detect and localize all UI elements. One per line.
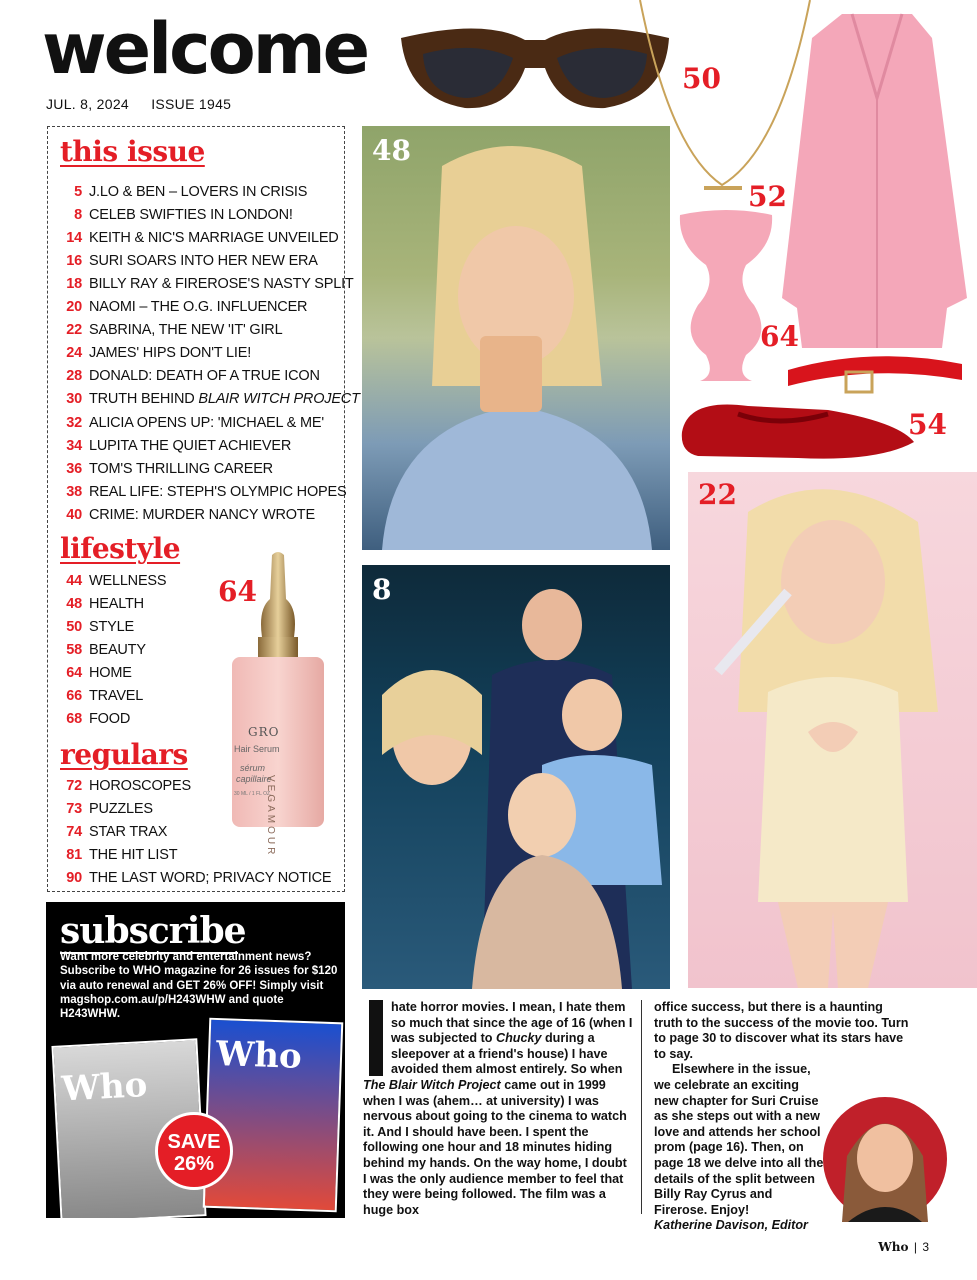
contents-title: PUZZLES xyxy=(89,801,153,818)
contents-page-number: 20 xyxy=(66,299,82,316)
pink-vase-image xyxy=(676,205,776,385)
swift-photo-page-number: 8 xyxy=(372,573,392,606)
footer-page-number: 3 xyxy=(922,1240,929,1254)
contents-row xyxy=(48,368,338,384)
contents-title-italic: BLAIR WITCH PROJECT xyxy=(198,391,360,408)
contents-page-number: 48 xyxy=(66,596,82,613)
contents-page-number: 64 xyxy=(66,665,82,682)
contents-title: REAL LIFE: STEPH'S OLYMPIC HOPES xyxy=(89,483,347,500)
editorial-col1-a-italic: Chucky xyxy=(495,1031,542,1046)
contents-page-number: 14 xyxy=(66,230,82,247)
column-divider xyxy=(641,1000,642,1214)
kate-photo-page-number: 48 xyxy=(372,134,411,167)
contents-title: J.LO & BEN – LOVERS IN CRISIS xyxy=(89,184,308,200)
sabrina-photo-page-number: 22 xyxy=(698,478,737,511)
editorial-col1-b-italic: The Blair Witch Project xyxy=(363,1077,501,1092)
serum-line-3: capillaire xyxy=(236,774,272,784)
contents-page-number: 66 xyxy=(66,688,82,705)
contents-title: STYLE xyxy=(89,619,134,636)
contents-page-number: 58 xyxy=(66,642,82,659)
editor-portrait xyxy=(822,1096,948,1222)
contents-page-number: 32 xyxy=(66,414,82,431)
contents-page-number: 40 xyxy=(66,506,82,523)
contents-row xyxy=(48,345,338,361)
this-issue-heading: this issue xyxy=(60,135,205,168)
contents-title: SURI SOARS INTO HER NEW ERA xyxy=(89,253,318,270)
contents-title: NAOMI – THE O.G. INFLUENCER xyxy=(89,299,308,316)
contents-row xyxy=(48,230,338,246)
serum-size: 30 ML / 1 FL OZ. xyxy=(234,791,272,797)
save-badge-line-2: 26% xyxy=(173,1153,215,1175)
serum-bottle-image xyxy=(228,549,328,829)
contents-page-number: 81 xyxy=(66,847,82,864)
contents-title: HEALTH xyxy=(89,596,144,613)
contents-row xyxy=(48,391,360,408)
editorial-col1-b: during a sleepover at a friend's house) I have avoided them almost entirely. So when xyxy=(391,1031,623,1077)
contents-page-number: 36 xyxy=(66,460,82,477)
contents-row xyxy=(48,207,338,223)
contents-page-number: 74 xyxy=(66,824,82,841)
serum-line-1: Hair Serum xyxy=(234,744,280,754)
contents-title: TOM'S THRILLING CAREER xyxy=(89,460,273,477)
issue-meta xyxy=(46,96,249,112)
serum-line-2: sérum xyxy=(240,763,266,773)
contents-box xyxy=(47,126,360,892)
contents-page-number: 22 xyxy=(66,322,82,339)
editor-signature: Katherine Davison, Editor xyxy=(654,1218,808,1233)
regulars-heading: regulars xyxy=(60,738,188,771)
serum-page-number: 64 xyxy=(218,575,257,608)
contents-page-number: 24 xyxy=(66,345,82,362)
contents-page-number: 8 xyxy=(74,207,82,224)
contents-title: THE HIT LIST xyxy=(89,847,178,864)
issue-number: ISSUE 1945 xyxy=(151,96,232,112)
contents-row xyxy=(48,483,347,500)
contents-title: BILLY RAY & FIREROSE'S NASTY SPLIT xyxy=(89,276,354,293)
editorial-col1-a: hate horror movies. I mean, I hate them so much that since the age of 16 (when I was subjected to xyxy=(391,1000,633,1046)
contents-row xyxy=(48,253,338,269)
contents-page-number: 5 xyxy=(74,184,82,200)
belt-page-number: 54 xyxy=(908,408,947,441)
editorial-col2-para-1: office success, but there is a haunting truth to the success of the movie too. Turn to page 30 to discover what its stars have to say. xyxy=(654,1000,909,1061)
contents-row xyxy=(48,415,338,431)
contents-row xyxy=(48,438,338,454)
contents-row xyxy=(48,461,338,477)
contents-title: STAR TRAX xyxy=(89,824,168,841)
contents-page-number: 73 xyxy=(66,801,82,818)
contents-row xyxy=(48,322,338,338)
contents-title: KEITH & NIC'S MARRIAGE UNVEILED xyxy=(89,230,339,247)
page-footer: Who | 3 xyxy=(878,1240,929,1254)
contents-title: SABRINA, THE NEW 'IT' GIRL xyxy=(89,322,283,339)
contents-title: LUPITA THE QUIET ACHIEVER xyxy=(89,437,292,454)
serum-product-name: GRO xyxy=(248,725,280,739)
contents-row xyxy=(48,870,338,886)
pink-coat-image xyxy=(782,8,972,358)
subscribe-text: Want more celebrity and entertainment news? Subscribe to WHO magazine for 26 issues for $120 via auto renewal and GET 26% OFF! Simply visit magshop.com.au/p/H243WHW and quote H243WHW. xyxy=(60,951,338,1021)
contents-page-number: 44 xyxy=(66,573,82,589)
contents-title: TRUTH BEHIND xyxy=(89,391,199,408)
contents-title: FOOD xyxy=(89,711,131,728)
contents-row xyxy=(48,276,354,293)
kate-bosworth-photo xyxy=(362,126,670,550)
contents-title: HOROSCOPES xyxy=(89,778,191,794)
subscribe-heading: subscribe xyxy=(60,910,246,952)
contents-title: BEAUTY xyxy=(89,642,146,659)
red-flat-shoe-image xyxy=(678,392,918,464)
contents-page-number: 72 xyxy=(66,778,82,794)
contents-page-number: 50 xyxy=(66,619,82,636)
contents-title: TRAVEL xyxy=(89,688,144,705)
page-title: welcome xyxy=(42,8,368,90)
contents-title: JAMES' HIPS DON'T LIE! xyxy=(89,345,252,362)
sunglasses-page-number: 50 xyxy=(682,62,721,95)
contents-title: ALICIA OPENS UP: 'MICHAEL & ME' xyxy=(89,414,324,431)
contents-page-number: 68 xyxy=(66,711,82,728)
contents-page-number: 34 xyxy=(66,437,82,454)
editorial-col2-para-2: Elsewhere in the issue, we celebrate an exciting new chapter for Suri Cruise as she steps out with a new love and attends her school prom (page 16). Then, on page 18 we delve into all the details of the split between Billy Ray Cyrus and Firerose. Enjoy! xyxy=(654,1062,824,1217)
contents-page-number: 90 xyxy=(66,870,82,887)
lifestyle-heading: lifestyle xyxy=(60,532,181,565)
editorial-col1-c: came out in 1999 when I was (ahem… at university) I was nervous about going to the cinema to watch it. And I should have been. I spent the following one hour and 18 minutes hiding behind my hands. On the way home, I doubt I was the only audience member to feel that they were being followed. The film was a huge box xyxy=(363,1077,627,1217)
contents-title: HOME xyxy=(89,665,132,682)
issue-date: JUL. 8, 2024 xyxy=(46,96,129,112)
sabrina-carpenter-photo xyxy=(688,472,977,988)
save-badge xyxy=(155,1112,233,1190)
contents-page-number: 30 xyxy=(66,391,82,408)
serum-brand: VEGAMOUR xyxy=(265,775,276,858)
contents-row xyxy=(48,184,338,200)
contents-title: WELLNESS xyxy=(89,573,167,589)
contents-title: THE LAST WORD; PRIVACY NOTICE xyxy=(89,870,332,887)
vase-page-number: 64 xyxy=(760,320,799,353)
editorial-column-1 xyxy=(363,1000,633,1218)
contents-row xyxy=(48,847,338,863)
contents-row xyxy=(48,299,338,315)
footer-brand: Who xyxy=(878,1240,909,1254)
contents-page-number: 38 xyxy=(66,483,82,500)
cover-right-logo: Who xyxy=(215,1033,303,1077)
contents-title: DONALD: DEATH OF A TRUE ICON xyxy=(89,368,320,385)
contents-page-number: 16 xyxy=(66,253,82,270)
contents-page-number: 18 xyxy=(66,276,82,293)
taylor-swift-royals-photo xyxy=(362,565,670,989)
contents-title: CELEB SWIFTIES IN LONDON! xyxy=(89,207,293,224)
contents-row xyxy=(48,507,338,523)
contents-title: CRIME: MURDER NANCY WROTE xyxy=(89,506,315,523)
cover-left-logo: Who xyxy=(60,1065,149,1110)
magazine-cover-right xyxy=(203,1018,344,1213)
save-badge-line-1: SAVE xyxy=(167,1131,221,1153)
contents-page-number: 28 xyxy=(66,368,82,385)
necklace-page-number: 52 xyxy=(748,180,787,213)
